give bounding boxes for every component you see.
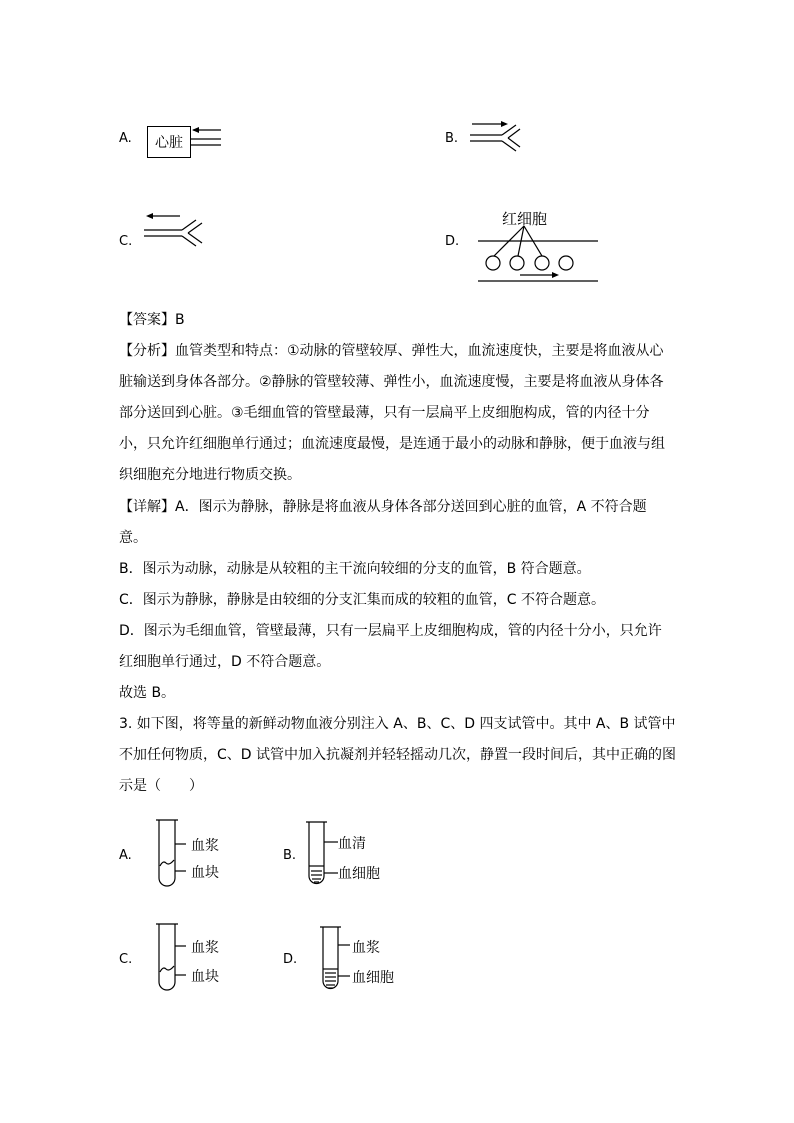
question-3-line-1: 3. 如下图，将等量的新鲜动物血液分别注入 A、B、C、D 四支试管中。其中 A、B 试管中 <box>119 716 676 732</box>
artery-diagram <box>470 118 525 160</box>
tube-b-bottom-label: 血细胞 <box>338 866 380 882</box>
left-arrow-head-icon <box>192 127 199 133</box>
vein-arrows-diagram <box>191 126 221 158</box>
q2-option-b-label: B. <box>445 131 459 146</box>
capillary-diagram <box>478 222 600 284</box>
test-tube-d <box>320 925 356 995</box>
clot-boundary <box>160 860 174 866</box>
detail-line-6: 红细胞单行通过，D 不符合题意。 <box>119 654 331 670</box>
clot-boundary <box>160 966 174 972</box>
right-arrow-head-icon <box>501 121 508 127</box>
q3-option-a-label: A. <box>119 848 132 863</box>
test-tube-a <box>156 818 188 890</box>
q2-option-c-label: C. <box>119 234 133 249</box>
tube-c-bottom-label: 血块 <box>191 969 219 985</box>
analysis-line-5: 织细胞充分地进行物质交换。 <box>119 467 301 483</box>
red-blood-cell <box>559 256 573 270</box>
tube-d-top-label: 血浆 <box>352 940 380 956</box>
question-3-line-2: 不加任何物质，C、D 试管中加入抗凝剂并轻轻摇动几次，静置一段时间后，其中正确的图 <box>119 747 677 763</box>
tube-a-top-label: 血浆 <box>191 838 219 854</box>
detail-line-5: D．图示为毛细血管，管壁最薄，只有一层扁平上皮细胞构成，管的内径十分小，只允许 <box>119 623 662 639</box>
right-arrow-head-icon <box>552 272 559 278</box>
red-blood-cell <box>510 256 524 270</box>
test-tube-b <box>306 820 342 890</box>
test-tube-c <box>156 922 190 994</box>
tube-d-bottom-label: 血细胞 <box>352 970 394 986</box>
red-blood-cell <box>535 256 549 270</box>
detail-line-4: C．图示为静脉，静脉是由较细的分支汇集而成的较粗的血管，C 不符合题意。 <box>119 592 605 608</box>
detail-line-3: B．图示为动脉，动脉是从较粗的主干流向较细的分支的血管，B 符合题意。 <box>119 561 591 577</box>
red-blood-cell-label: 红细胞 <box>502 210 548 228</box>
q3-option-d-label: D. <box>283 952 298 967</box>
heart-box <box>147 126 191 158</box>
analysis-line-1: 【分析】血管类型和特点：①动脉的管壁较厚、弹性大，血流速度快，主要是将血液从心 <box>119 343 664 359</box>
tube-a-bottom-label: 血块 <box>191 865 219 881</box>
tube-c-top-label: 血浆 <box>191 940 219 956</box>
q3-option-b-label: B. <box>283 848 297 863</box>
heart-box-text: 心脏 <box>155 135 183 151</box>
left-arrow-head-icon <box>146 213 153 219</box>
detail-line-1: 【详解】A．图示为静脉，静脉是将血液从身体各部分送回到心脏的血管，A 不符合题 <box>119 499 647 515</box>
detail-line-7: 故选 B。 <box>119 685 176 701</box>
red-blood-cell <box>486 256 500 270</box>
analysis-line-2: 脏输送到身体各部分。②静脉的管壁较薄、弹性小，血流速度慢，主要是将血液从身体各 <box>119 374 664 390</box>
detail-line-2: 意。 <box>119 530 147 546</box>
q3-option-c-label: C. <box>119 952 133 967</box>
answer-line: 【答案】B <box>119 312 185 328</box>
tube-b-top-label: 血清 <box>338 836 366 852</box>
analysis-line-4: 小，只允许红细胞单行通过；血流速度最慢，是连通于最小的动脉和静脉，便于血液与组 <box>119 436 665 452</box>
question-3-line-3: 示是（ ） <box>119 778 203 794</box>
vein-branch-diagram <box>144 210 206 252</box>
q2-option-d-label: D. <box>445 234 460 249</box>
analysis-line-3: 部分送回到心脏。③毛细血管的管壁最薄，只有一层扁平上皮细胞构成，管的内径十分 <box>119 405 650 421</box>
q2-option-a-label: A. <box>119 131 132 146</box>
